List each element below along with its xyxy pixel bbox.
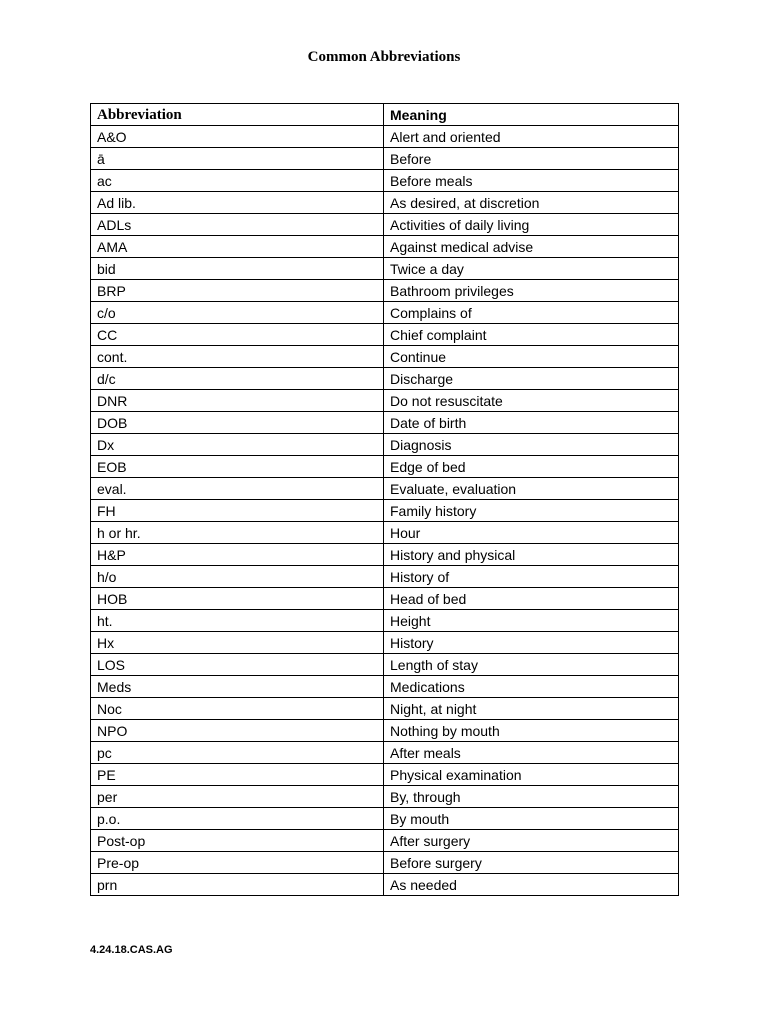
abbreviation-cell: prn [91,874,384,896]
table-row [91,280,679,302]
column-header-meaning: Meaning [384,104,679,126]
table-row [91,830,679,852]
meaning-cell: After surgery [384,830,679,852]
abbreviation-cell: LOS [91,654,384,676]
table-row [91,786,679,808]
meaning-cell: Discharge [384,368,679,390]
table-row [91,720,679,742]
table-row [91,148,679,170]
abbreviation-cell: NPO [91,720,384,742]
table-row [91,170,679,192]
table-row [91,236,679,258]
meaning-cell: Twice a day [384,258,679,280]
table-row [91,302,679,324]
abbreviation-cell: Hx [91,632,384,654]
meaning-cell: Before surgery [384,852,679,874]
table-row [91,500,679,522]
abbreviation-cell: ā [91,148,384,170]
table-row [91,126,679,148]
meaning-cell: Evaluate, evaluation [384,478,679,500]
table-row [91,434,679,456]
footer-code: 4.24.18.CAS.AG [90,944,173,956]
table-row [91,544,679,566]
meaning-cell: Alert and oriented [384,126,679,148]
abbreviation-cell: DNR [91,390,384,412]
abbreviation-cell: Dx [91,434,384,456]
meaning-cell: Family history [384,500,679,522]
meaning-cell: By, through [384,786,679,808]
table-row [91,522,679,544]
meaning-cell: By mouth [384,808,679,830]
meaning-cell: Hour [384,522,679,544]
meaning-cell: Before meals [384,170,679,192]
meaning-cell: Complains of [384,302,679,324]
abbreviation-cell: ADLs [91,214,384,236]
table-row [91,764,679,786]
abbreviation-cell: eval. [91,478,384,500]
meaning-cell: Nothing by mouth [384,720,679,742]
meaning-cell: History and physical [384,544,679,566]
abbreviation-cell: pc [91,742,384,764]
abbreviation-cell: DOB [91,412,384,434]
abbreviations-table [90,103,679,896]
table-header-row [91,104,679,126]
abbreviation-cell: BRP [91,280,384,302]
abbreviation-cell: cont. [91,346,384,368]
page-title: Common Abbreviations [307,49,461,65]
table-row [91,368,679,390]
meaning-cell: Against medical advise [384,236,679,258]
meaning-cell: Edge of bed [384,456,679,478]
meaning-cell: Date of birth [384,412,679,434]
abbreviation-cell: H&P [91,544,384,566]
abbreviation-cell: per [91,786,384,808]
table-row [91,192,679,214]
abbreviation-cell: ht. [91,610,384,632]
table-row [91,874,679,896]
meaning-cell: As needed [384,874,679,896]
meaning-cell: History of [384,566,679,588]
abbreviation-cell: PE [91,764,384,786]
meaning-cell: After meals [384,742,679,764]
abbreviation-cell: EOB [91,456,384,478]
abbreviation-cell: CC [91,324,384,346]
meaning-cell: Chief complaint [384,324,679,346]
abbreviation-cell: d/c [91,368,384,390]
table-body [91,126,679,896]
meaning-cell: Height [384,610,679,632]
abbreviation-cell: A&O [91,126,384,148]
meaning-cell: Physical examination [384,764,679,786]
table-row [91,324,679,346]
abbreviation-cell: Pre-op [91,852,384,874]
abbreviation-cell: bid [91,258,384,280]
abbreviation-cell: Ad lib. [91,192,384,214]
meaning-cell: Do not resuscitate [384,390,679,412]
table-row [91,676,679,698]
table-row [91,456,679,478]
meaning-cell: History [384,632,679,654]
table-row [91,698,679,720]
table-row [91,610,679,632]
meaning-cell: As desired, at discretion [384,192,679,214]
meaning-cell: Before [384,148,679,170]
table-row [91,588,679,610]
abbreviation-cell: c/o [91,302,384,324]
meaning-cell: Length of stay [384,654,679,676]
abbreviation-cell: Noc [91,698,384,720]
meaning-cell: Medications [384,676,679,698]
table-row [91,808,679,830]
abbreviation-cell: h or hr. [91,522,384,544]
table-row [91,390,679,412]
table-row [91,412,679,434]
abbreviation-cell: h/o [91,566,384,588]
table-row [91,566,679,588]
table-row [91,346,679,368]
meaning-cell: Diagnosis [384,434,679,456]
abbreviation-cell: AMA [91,236,384,258]
abbreviation-cell: Meds [91,676,384,698]
table-row [91,654,679,676]
meaning-cell: Continue [384,346,679,368]
column-header-abbreviation: Abbreviation [91,104,384,126]
table-row [91,478,679,500]
meaning-cell: Night, at night [384,698,679,720]
table-row [91,632,679,654]
meaning-cell: Head of bed [384,588,679,610]
table-row [91,258,679,280]
abbreviation-cell: ac [91,170,384,192]
table-row [91,852,679,874]
table-row [91,214,679,236]
abbreviation-cell: HOB [91,588,384,610]
meaning-cell: Activities of daily living [384,214,679,236]
meaning-cell: Bathroom privileges [384,280,679,302]
abbreviation-cell: FH [91,500,384,522]
abbreviation-cell: p.o. [91,808,384,830]
abbreviation-cell: Post-op [91,830,384,852]
table-row [91,742,679,764]
